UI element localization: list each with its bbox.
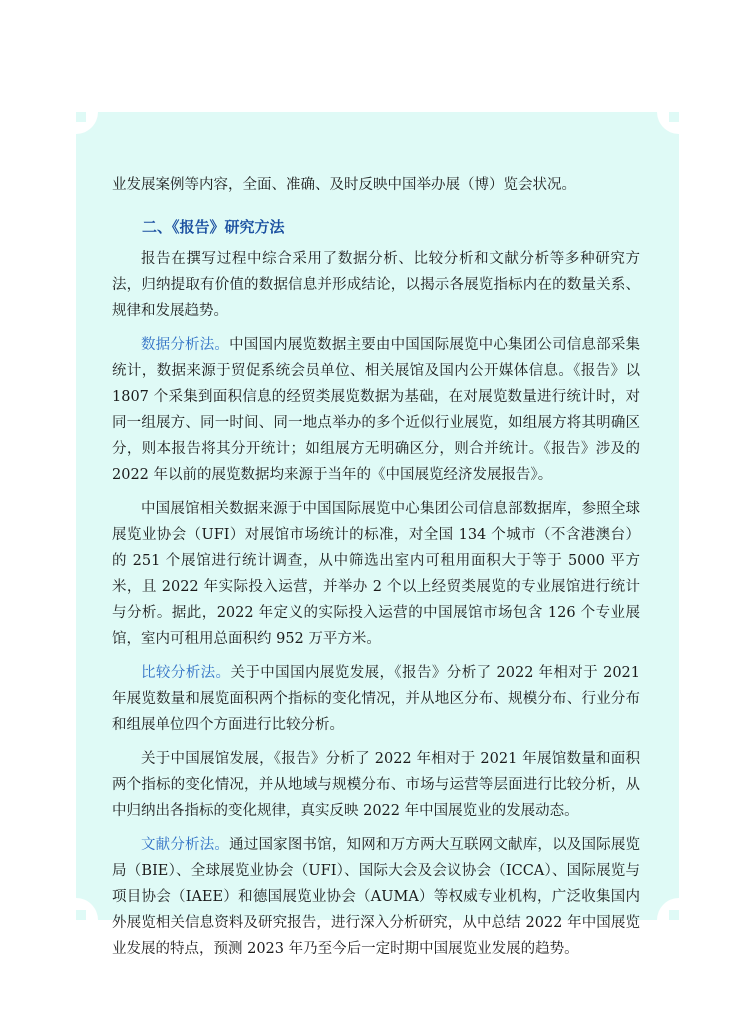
article-body: [112, 172, 640, 970]
corner-decoration: [657, 898, 679, 920]
corner-decoration: [76, 112, 98, 134]
venue-comparison-paragraph: 关于中国展馆发展，《报告》分析了 2022 年相对于 2021 年展馆数量和面积两个指标的变化情况，并从地域与规模分布、市场与运营等层面进行比较分析，从中归纳出各指标的变化规律，真实反映 2022 年中国展览业的发展动态。: [112, 751, 640, 819]
methods-intro-paragraph: 报告在撰写过程中综合采用了数据分析、比较分析和文献分析等多种研究方法，归纳提取有价值的数据信息并形成结论，以揭示各展览指标内在的数量关系、规律和发展趋势。: [112, 251, 640, 319]
venue-data-paragraph: 中国展馆相关数据来源于中国国际展览中心集团公司信息部数据库，参照全球展览业协会（UFI）对展馆市场统计的标准，对全国 134 个城市（不含港澳台）的 251 个展馆进行统计调查，从中筛选出室内可租用面积大于等于 5000 平方米，且 2022 年实际投入运营，并举办 2 个以上经贸类展览的专业展馆进行统计与分析。据此，2022 年定义的实际投入运营的中国展馆市场包含 126 个专业展馆，室内可租用总面积约 952 万平方米。: [112, 501, 640, 647]
literature-analysis-text: 通过国家图书馆，知网和万方两大互联网文献库，以及国际展览局（BIE）、全球展览业协会（UFI）、国际大会及会议协会（ICCA）、国际展览与项目协会（IAEE）和德国展览业协会（AUMA）等权威专业机构，广泛收集国内外展览相关信息资料及研究报告，进行深入分析研究，从中总结 2022 年中国展览业发展的特点，预测 2023 年乃至今后一定时期中国展览业发展的趋势。: [112, 837, 641, 957]
literature-analysis-paragraph: [112, 832, 640, 962]
comparison-analysis-label: 比较分析法。: [141, 665, 231, 681]
intro-tail-paragraph: 业发展案例等内容，全面、准确、及时反映中国举办展（博）览会状况。: [112, 177, 576, 193]
comparison-analysis-text: 关于中国国内展览发展，《报告》分析了 2022 年相对于 2021 年展览数量和展览面积两个指标的变化情况，并从地区分布、规模分布、行业分布和组展单位四个方面进行比较分析。: [112, 665, 641, 733]
data-analysis-paragraph: [112, 332, 640, 488]
data-analysis-text: 中国国内展览数据主要由中国国际展览中心集团公司信息部采集统计，数据来源于贸促系统会员单位、相关展馆及国内公开媒体信息。《报告》以 1807 个采集到面积信息的经贸类展览数据为基础，在对展览数量进行统计时，对同一组展方、同一时间、同一地点举办的多个近似行业展览，如组展方将其明确区分，则本报告将其分开统计；如组展方无明确区分，则合并统计。《报告》涉及的 2022 年以前的展览数据均来源于当年的《中国展览经济发展报告》。: [112, 337, 641, 483]
comparison-analysis-paragraph: [112, 660, 640, 738]
section-heading: 二、《报告》研究方法: [142, 218, 285, 236]
literature-analysis-label: 文献分析法。: [141, 837, 230, 853]
corner-decoration: [657, 112, 679, 134]
data-analysis-label: 数据分析法。: [141, 337, 230, 353]
corner-decoration: [76, 898, 98, 920]
content-panel: [76, 112, 679, 957]
